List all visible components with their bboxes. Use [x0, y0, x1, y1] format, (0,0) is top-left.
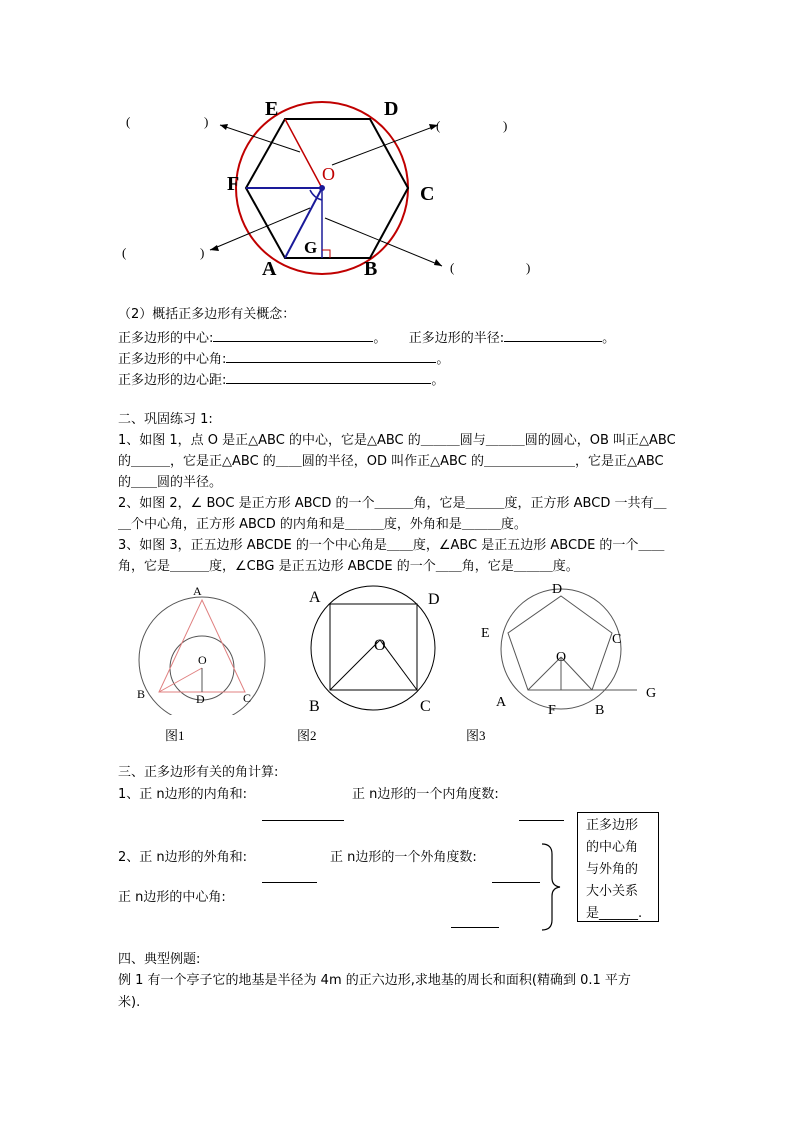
fig2-label-b: B: [309, 698, 320, 715]
answer-line-4: [492, 882, 540, 883]
hexagon-figure: [110, 90, 550, 290]
label-o: O: [322, 164, 335, 184]
right-brace: [538, 842, 568, 932]
right-angle-mark: [322, 250, 330, 258]
fig3-caption: 图3: [466, 728, 486, 743]
fig3-label-g: G: [646, 686, 657, 701]
fig3-label-o: O: [556, 650, 567, 665]
box-line: 正多边形: [586, 818, 639, 833]
exercise-line: 3、如图 3，正五边形 ABCDE 的一个中心角是＿＿度，∠ABC 是正五边形 ABCDE 的一个＿＿: [118, 538, 665, 553]
blank-open-3: (: [122, 245, 127, 260]
example-1-line1: 例 1 有一个亭子它的地基是半径为 4m 的正六边形,求地基的周长和面积(精确到 0.1 平方: [118, 973, 631, 988]
label-f: F: [227, 173, 240, 195]
exercise-line: 1、如图 1，点 O 是正△ABC 的中心，它是△ABC 的＿＿＿圆与＿＿＿圆的圆心，OB 叫正△ABC: [118, 433, 676, 448]
apothem-definition: 正多边形的边心距: 。: [118, 369, 444, 391]
blank-close-1: ): [204, 114, 209, 129]
q3-central-angle: 正 n边形的中心角:: [118, 890, 226, 905]
center-point: [319, 185, 325, 191]
answer-line-1: [262, 820, 344, 821]
fig3-label-f: F: [548, 703, 556, 715]
label-e: E: [265, 98, 279, 120]
q2-exterior-sum: 2、正 n边形的外角和:: [118, 850, 248, 865]
fig1-label-c: C: [243, 691, 252, 705]
section2-heading: 二、巩固练习 1:: [118, 412, 213, 427]
fig1-label-d: D: [196, 692, 205, 706]
section3-heading: 三、正多边形有关的角计算:: [118, 765, 279, 780]
answer-line-2: [519, 820, 564, 821]
exercise-line: ＿个中心角，正方形 ABCD 的内角和是＿＿＿度，外角和是＿＿＿度。: [118, 517, 527, 532]
fig3-label-d: D: [552, 582, 563, 597]
exercise-line: 的＿＿＿，它是正△ABC 的＿＿圆的半径，OD 叫作正△ABC 的＿＿＿＿＿＿＿，它是正△ABC: [118, 454, 664, 469]
box-line: 大小关系: [586, 884, 639, 899]
arrow-line-2: [332, 125, 438, 165]
radius-oe: [285, 119, 322, 188]
fig1-label-b: B: [137, 687, 146, 701]
section1-heading: （2）概括正多边形有关概念：: [118, 307, 296, 322]
example-1-line2: 米).: [118, 995, 141, 1010]
blank-open-2: (: [436, 118, 441, 133]
fig3-label-e: E: [481, 626, 490, 641]
fig2-label-c: C: [420, 698, 431, 715]
label-b: B: [364, 258, 378, 280]
blank-close-2: ): [503, 118, 508, 133]
label-g: G: [304, 238, 318, 257]
figure-3: [475, 575, 665, 715]
answer-line-3: [262, 882, 317, 883]
fig3-label-c: C: [612, 632, 622, 647]
fig2-caption: 图2: [297, 728, 317, 743]
q2-exterior-angle: 正 n边形的一个外角度数:: [330, 850, 477, 865]
blank-close-3: ): [200, 245, 205, 260]
blank-open-1: (: [126, 114, 131, 129]
box-line: 的中心角: [586, 840, 639, 855]
fig1-label-a: A: [193, 584, 202, 598]
fig3-label-b: B: [595, 703, 605, 715]
fig1-caption: 图1: [165, 728, 185, 743]
exercise-line: 角，它是＿＿＿度，∠CBG 是正五边形 ABCDE 的一个＿＿角，它是＿＿＿度。: [118, 559, 579, 574]
label-a: A: [262, 258, 277, 280]
box-line: 与外角的: [586, 862, 639, 877]
q1-interior-angle: 正 n边形的一个内角度数:: [352, 787, 499, 802]
fig2-label-d: D: [428, 591, 440, 608]
box-line: 是______.: [586, 906, 643, 921]
fig2-label-a: A: [309, 589, 321, 606]
exercise-line: 的＿＿圆的半径。: [118, 475, 223, 490]
label-d: D: [384, 98, 399, 120]
center-definition: 正多边形的中心: 。 正多边形的半径: 。: [118, 327, 615, 349]
answer-line-5: [451, 927, 499, 928]
figure-1: [125, 580, 275, 715]
label-c: C: [420, 183, 435, 205]
section4-heading: 四、典型例题:: [118, 952, 201, 967]
relation-box: [577, 812, 659, 922]
fig3-label-a: A: [496, 695, 507, 710]
figure-2: [300, 580, 450, 720]
central-angle-definition: 正多边形的中心角: 。: [118, 348, 449, 370]
blank-open-4: (: [450, 260, 455, 275]
exercise-line: 2、如图 2，∠ BOC 是正方形 ABCD 的一个＿＿＿角，它是＿＿＿度，正方形 ABCD 一共有＿: [118, 496, 667, 511]
blank-close-4: ): [526, 260, 531, 275]
q1-interior-sum: 1、正 n边形的内角和:: [118, 787, 248, 802]
fig1-label-o: O: [198, 653, 207, 667]
fig2-label-o: O: [374, 637, 386, 654]
